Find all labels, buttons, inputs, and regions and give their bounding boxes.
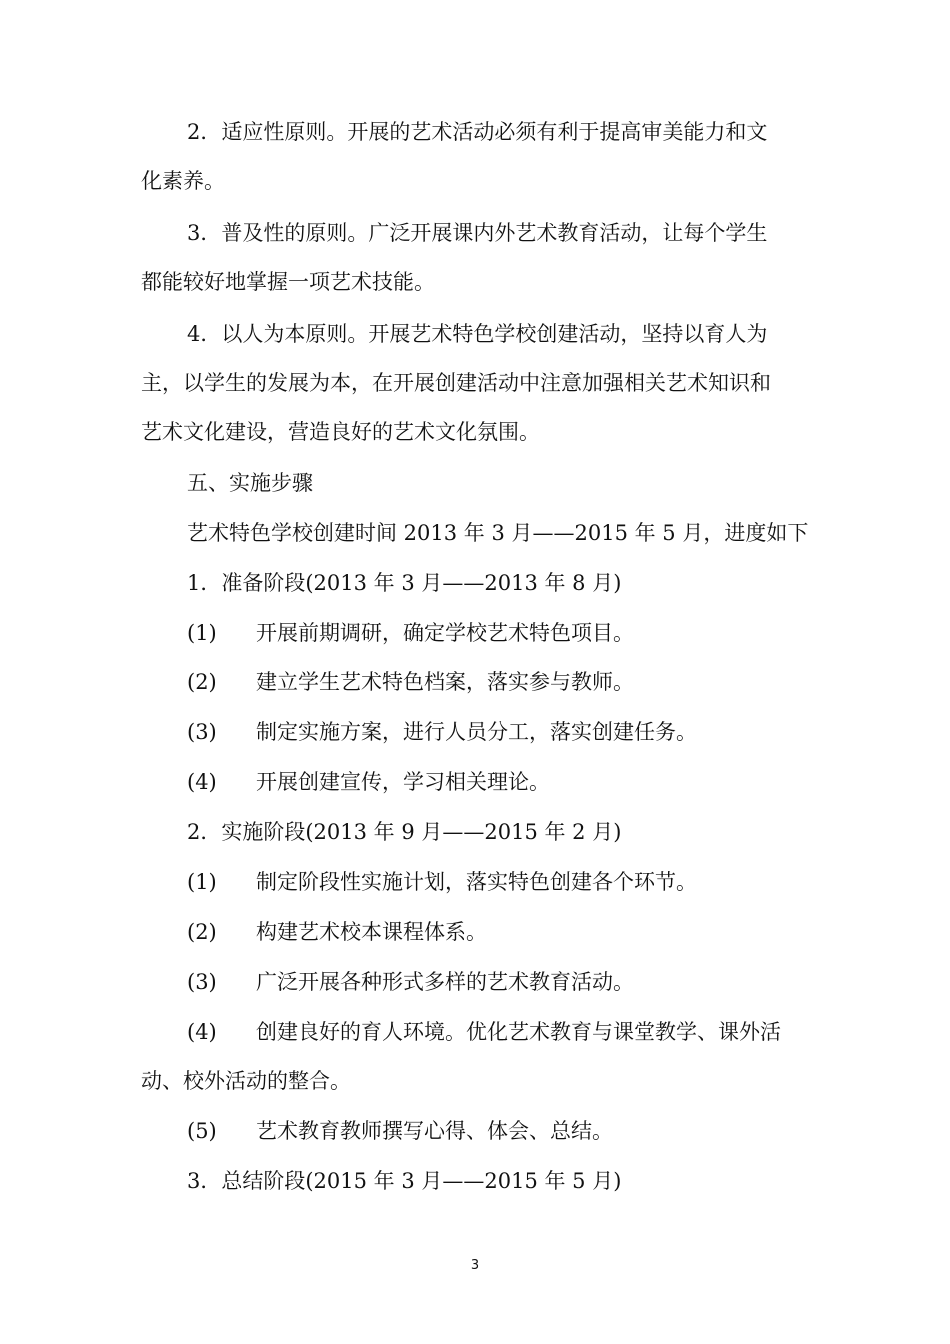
list-item-continuation: [0, 1067, 950, 1095]
list-item-number: (2): [187, 670, 217, 694]
stage-title-text: 2．实施阶段(2013 年 9 月——2015 年 2 月): [187, 820, 622, 844]
paragraph-text: 4．以人为本原则。开展艺术特色学校创建活动，坚持以育人为: [187, 322, 768, 346]
paragraph-people-oriented-line-2: [0, 369, 950, 397]
paragraph-people-oriented-line-3: [0, 418, 950, 446]
stage-title-implementation: [0, 818, 950, 846]
paragraph-adaptability-line-2: [0, 167, 950, 195]
paragraph-text: 主，以学生的发展为本，在开展创建活动中注意加强相关艺术知识和: [141, 371, 771, 395]
stage-title-text: 3．总结阶段(2015 年 3 月——2015 年 5 月): [187, 1169, 622, 1193]
list-item-number: (5): [187, 1119, 217, 1143]
paragraph-text: 2．适应性原则。开展的艺术活动必须有利于提高审美能力和文: [187, 120, 768, 144]
page-number: 3: [470, 1258, 480, 1273]
paragraph-text: 3．普及性的原则。广泛开展课内外艺术教育活动，让每个学生: [187, 221, 768, 245]
list-item-text: 艺术教育教师撰写心得、体会、总结。: [256, 1119, 613, 1143]
list-item-text: 构建艺术校本课程体系。: [256, 920, 487, 944]
list-item-number: (3): [187, 720, 217, 744]
section-heading: [0, 469, 950, 497]
paragraph-popularity-line-2: [0, 268, 950, 296]
section-heading-text: 五、实施步骤: [187, 471, 313, 495]
paragraph-adaptability-line-1: [0, 118, 950, 146]
list-item-text: 开展创建宣传，学习相关理论。: [256, 770, 550, 794]
section-intro-text: 艺术特色学校创建时间 2013 年 3 月——2015 年 5 月，进度如下: [187, 521, 809, 545]
section-intro: [0, 519, 950, 547]
list-item-text: 建立学生艺术特色档案，落实参与教师。: [256, 670, 634, 694]
list-item-number: (4): [187, 770, 217, 794]
list-item-text: 开展前期调研，确定学校艺术特色项目。: [256, 621, 634, 645]
paragraph-text: 化素养。: [141, 169, 225, 193]
paragraph-people-oriented-line-1: [0, 320, 950, 348]
paragraph-text: 都能较好地掌握一项艺术技能。: [141, 270, 435, 294]
list-item-number: (1): [187, 621, 217, 645]
list-item-number: (3): [187, 970, 217, 994]
paragraph-text: 艺术文化建设，营造良好的艺术文化氛围。: [141, 420, 540, 444]
list-item-text: 创建良好的育人环境。优化艺术教育与课堂教学、课外活: [256, 1020, 781, 1044]
stage-title-summary: [0, 1167, 950, 1195]
list-item-text: 制定实施方案，进行人员分工，落实创建任务。: [256, 720, 697, 744]
stage-title-preparation: [0, 569, 950, 597]
list-item-text: 动、校外活动的整合。: [141, 1069, 351, 1093]
list-item-number: (2): [187, 920, 217, 944]
list-item-number: (1): [187, 870, 217, 894]
list-item-text: 广泛开展各种形式多样的艺术教育活动。: [256, 970, 634, 994]
stage-title-text: 1．准备阶段(2013 年 3 月——2013 年 8 月): [187, 571, 622, 595]
list-item-text: 制定阶段性实施计划，落实特色创建各个环节。: [256, 870, 697, 894]
paragraph-popularity-line-1: [0, 219, 950, 247]
list-item-number: (4): [187, 1020, 217, 1044]
